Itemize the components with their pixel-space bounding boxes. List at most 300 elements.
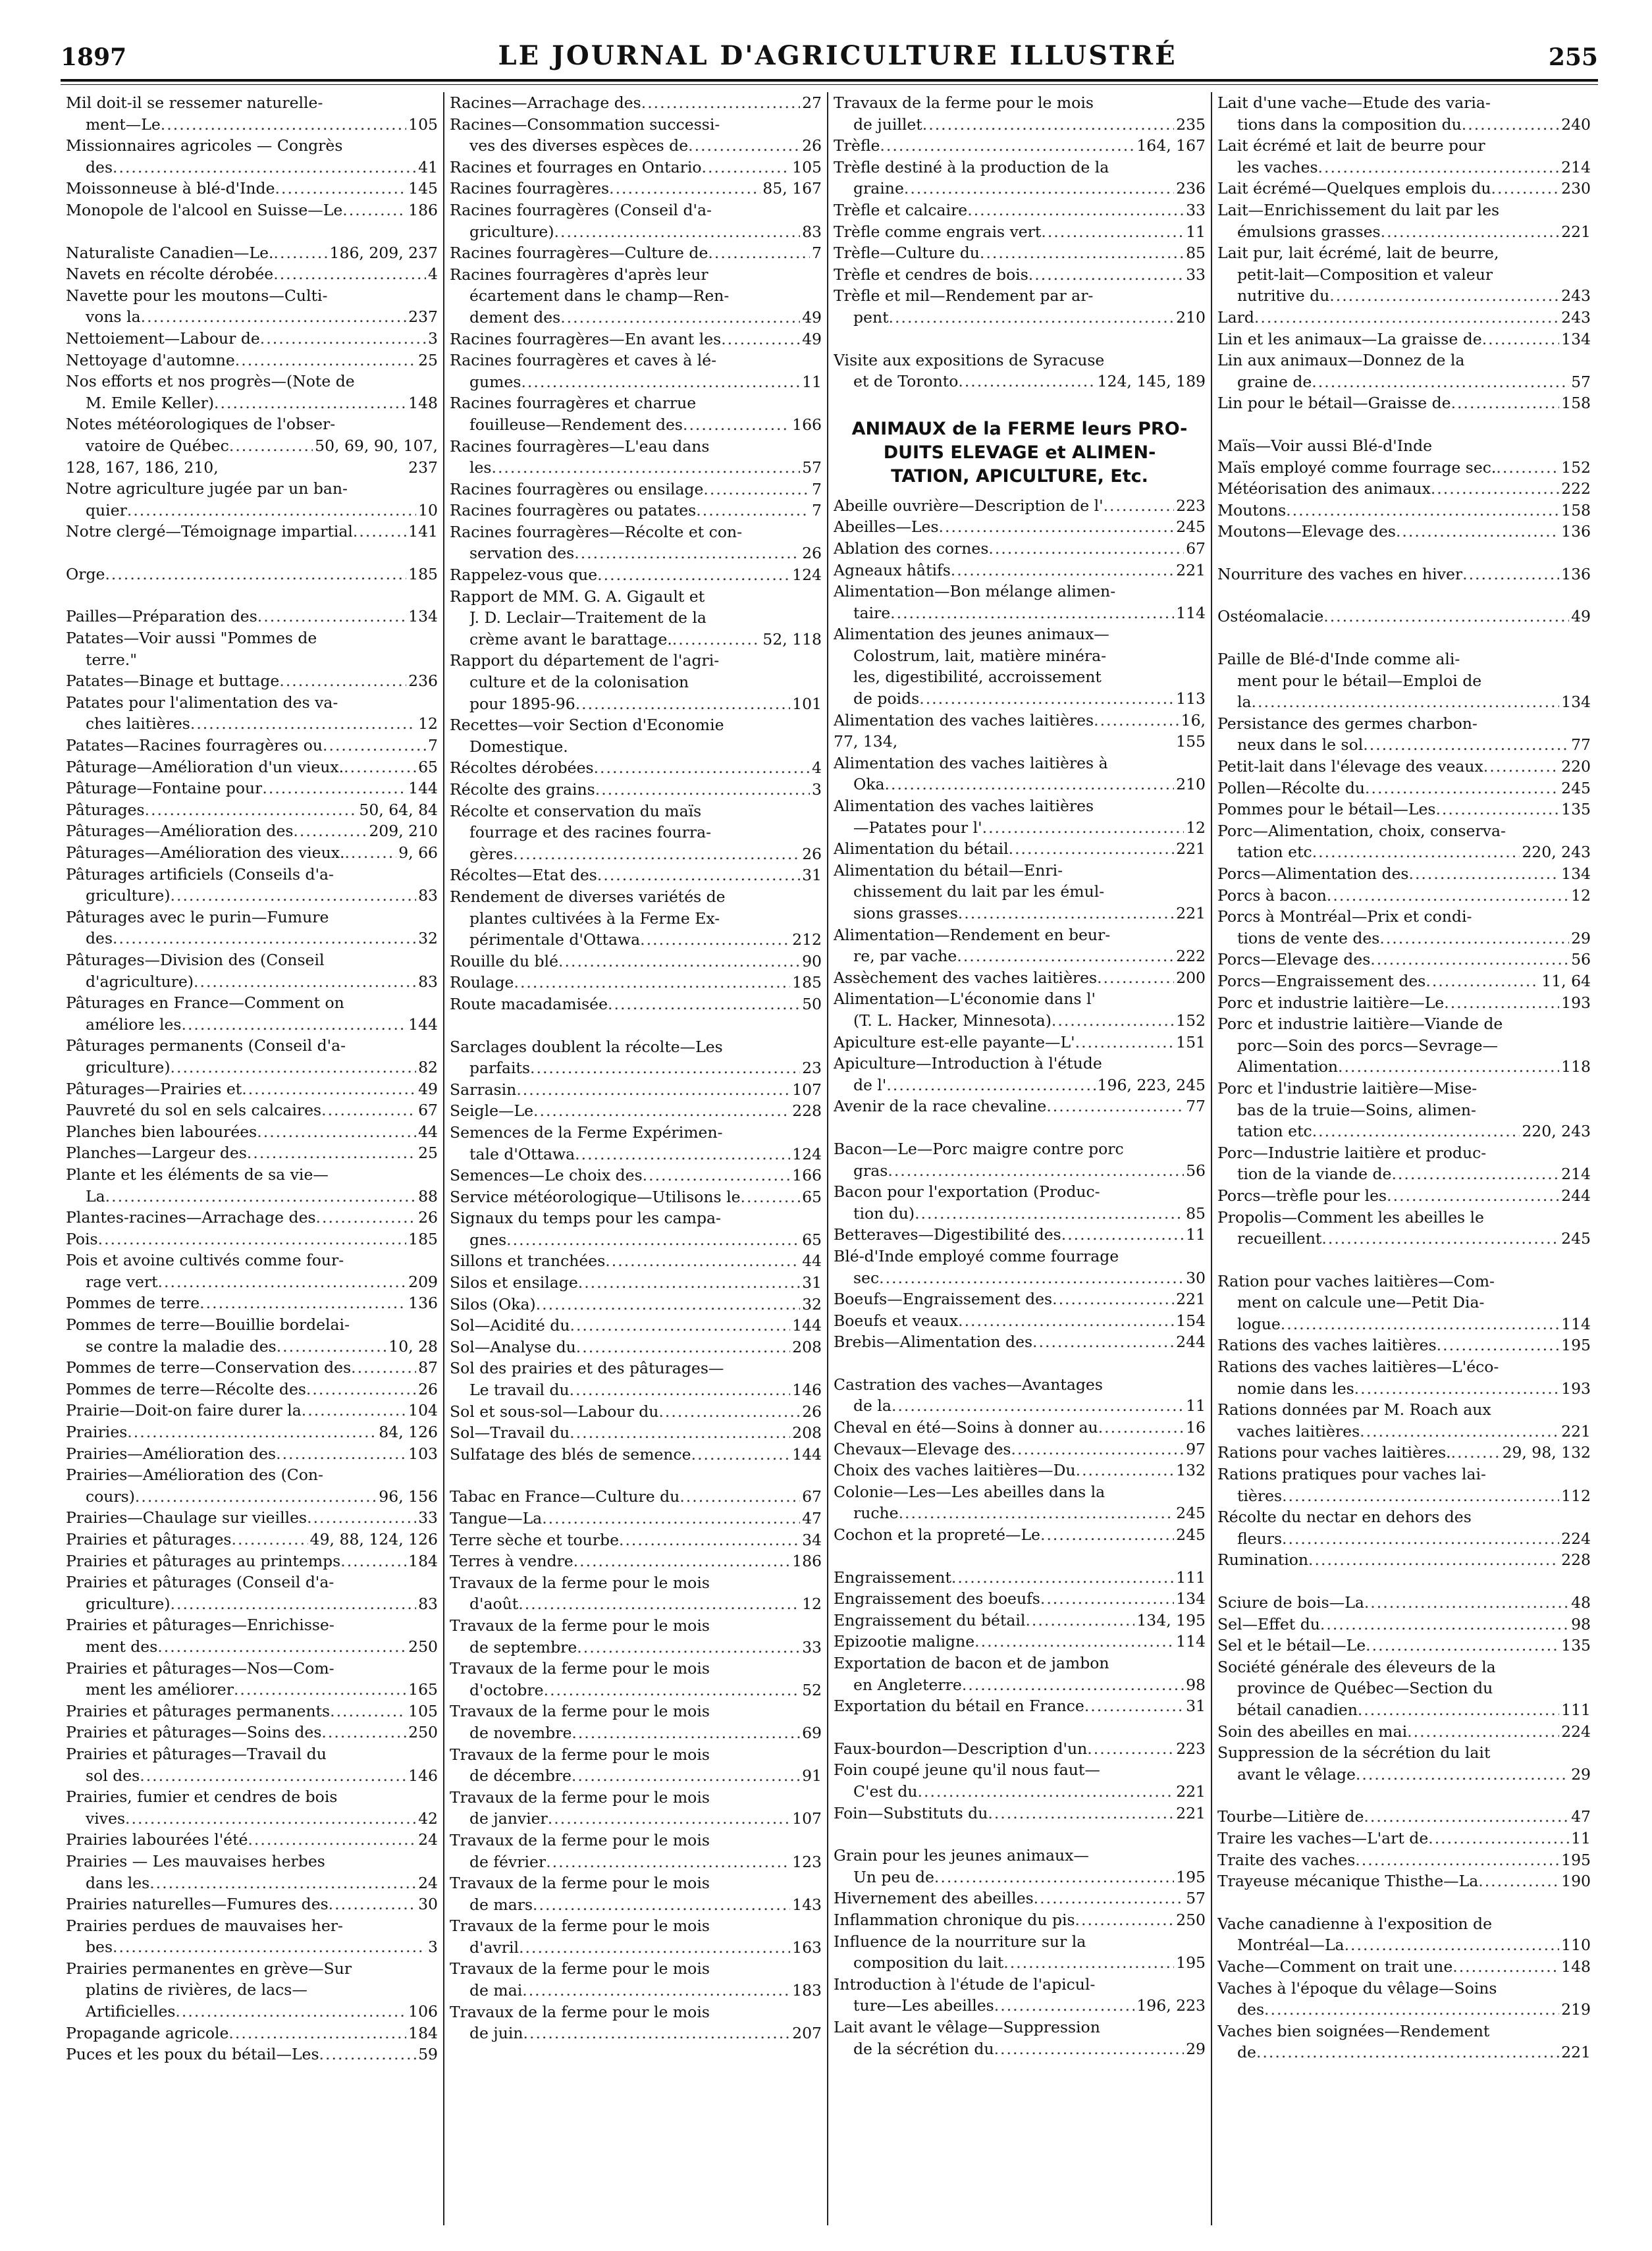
page-reference: 114	[1176, 603, 1206, 622]
index-entry	[834, 1803, 1206, 1824]
page-reference: 250	[408, 1723, 438, 1742]
index-entry	[450, 114, 822, 157]
leader-dots	[934, 1867, 1174, 1888]
leader-dots	[1040, 1524, 1174, 1546]
index-entry	[1217, 970, 1591, 992]
entry-text: griculture)	[86, 1594, 171, 1613]
leader-dots	[342, 199, 406, 221]
entry-text: Vache canadienne à l'exposition de	[1217, 1914, 1492, 1933]
entry-text: Pâturages—Division des (Conseil	[66, 950, 325, 969]
page-reference: 11	[802, 372, 822, 391]
section-heading-line: ANIMAUX de la FERME leurs PRO-	[851, 418, 1188, 439]
page-reference: 77	[1571, 735, 1591, 755]
entry-text: Alimentation—Bon mélange alimen-	[834, 582, 1116, 601]
page-reference: 144	[792, 1316, 822, 1335]
index-entry	[450, 1872, 822, 1915]
entry-text: Prairies permanentes en grève—Sur	[66, 1959, 352, 1978]
leader-dots	[1451, 392, 1560, 414]
entry-text: Sel et le bétail—Le	[1217, 1636, 1366, 1655]
index-entry	[834, 495, 1206, 517]
entry-text: Porc et l'industrie laitière—Mise-	[1217, 1078, 1478, 1098]
page-reference: 11	[1186, 1225, 1206, 1244]
page-reference: 91	[802, 1766, 822, 1786]
page-reference: 29	[1571, 1764, 1591, 1784]
entry-text: Tourbe—Litière de	[1217, 1807, 1364, 1826]
page-reference: 210	[1176, 307, 1206, 327]
entry-text: Porcs—Engraissement des	[1217, 971, 1426, 990]
entry-text: Porcs—trèfle pour les	[1217, 1186, 1387, 1205]
entry-text: Persistance des germes charbon-	[1217, 714, 1478, 733]
page-reference: 33	[802, 1637, 822, 1656]
entry-text: Abeille ouvrière—Description de l'	[834, 496, 1104, 515]
entry-text: nutritive du	[1237, 286, 1330, 305]
index-entry	[66, 778, 438, 799]
leader-dots	[519, 1937, 790, 1959]
entry-text: Prairies et pâturages (Conseil d'a-	[66, 1573, 334, 1592]
page-reference: 245	[1176, 1525, 1206, 1545]
entry-text: ves des diverses espèces de	[469, 136, 689, 155]
leader-dots	[171, 885, 417, 907]
entry-text: fleurs	[1237, 1529, 1283, 1548]
leader-dots	[1428, 1828, 1569, 1849]
entry-text: Ration pour vaches laitières—Com-	[1217, 1271, 1495, 1290]
index-entry	[66, 1207, 438, 1229]
entry-text: ment les améliorer	[86, 1680, 234, 1699]
index-entry	[1217, 500, 1591, 521]
leader-dots	[572, 1765, 800, 1787]
index-entry	[66, 1529, 438, 1550]
index-entry	[1217, 350, 1591, 392]
letter-gap	[834, 1717, 1206, 1738]
entry-text: Racines—Arrachage des	[450, 93, 641, 112]
index-entry	[450, 157, 822, 178]
entry-text: Visite aux expositions de Syracuse	[834, 350, 1105, 369]
entry-text: Pommes de terre—Bouillie bordelai-	[66, 1315, 350, 1335]
letter-gap	[66, 585, 438, 606]
entry-text: Lait—Enrichissement du lait par les	[1217, 200, 1500, 219]
leader-dots	[1264, 1999, 1559, 2021]
index-entry	[834, 157, 1206, 199]
entry-text: Plante et les éléments de sa vie—	[66, 1165, 329, 1184]
page-reference: 184	[408, 2023, 438, 2042]
entry-text: Récolte des grains	[450, 780, 595, 799]
leader-dots	[513, 843, 800, 865]
leader-dots	[161, 114, 406, 136]
page-reference: 33	[418, 1508, 438, 1527]
leader-dots	[257, 1121, 416, 1143]
entry-text: Assèchement des vaches laitières	[834, 968, 1098, 987]
page-reference: 11, 64	[1541, 971, 1591, 990]
index-entry	[834, 285, 1206, 328]
page-reference: 52, 118	[762, 629, 822, 649]
entry-text: Paille de Blé-d'Inde comme ali-	[1217, 650, 1460, 669]
page-reference: 106	[408, 2002, 438, 2021]
entry-text: Notre agriculture jugée par un ban-	[66, 479, 348, 498]
page-reference: 87	[418, 1358, 438, 1377]
entry-text: composition du lait	[853, 1953, 1004, 1973]
index-entry	[450, 1207, 822, 1250]
leader-dots	[1011, 1439, 1185, 1460]
index-entry	[1217, 756, 1591, 778]
leader-dots	[1391, 1163, 1559, 1185]
index-entry	[66, 1915, 438, 1958]
index-entry	[66, 1786, 438, 1829]
leader-dots	[276, 1443, 406, 1465]
entry-text: ment des	[86, 1637, 158, 1656]
page-reference: 47	[1571, 1807, 1591, 1826]
leader-dots	[988, 1803, 1174, 1824]
leader-dots	[558, 951, 800, 972]
leader-dots	[994, 2038, 1185, 2060]
entry-text: Blé-d'Inde employé comme fourrage	[834, 1246, 1119, 1265]
entry-text: Sol et sous-sol—Labour du	[450, 1402, 659, 1421]
leader-dots	[888, 1160, 1184, 1182]
leader-dots	[491, 457, 800, 479]
leader-dots	[171, 1057, 417, 1078]
leader-dots	[279, 670, 406, 692]
index-entry	[834, 924, 1206, 967]
index-entry	[1217, 649, 1591, 713]
page-reference: 26	[802, 136, 822, 155]
index-entry	[834, 1331, 1206, 1353]
entry-text: Prairies et pâturages—Nos—Com-	[66, 1658, 334, 1678]
entry-text: Puces et les poux du bétail—Les	[66, 2045, 319, 2064]
letter-gap	[1217, 414, 1591, 435]
entry-text: Sarrasin	[450, 1080, 517, 1099]
entry-text: Lait écrémé—Quelques emplois du	[1217, 179, 1491, 198]
leader-dots	[214, 392, 406, 414]
leader-dots	[702, 157, 791, 178]
entry-text: améliore les	[86, 1015, 182, 1034]
entry-text: Racines et fourrages en Ontario	[450, 157, 702, 176]
index-entry	[1217, 1978, 1591, 2021]
leader-dots	[113, 1936, 426, 1958]
entry-text: Rapport de MM. G. A. Gigault et	[450, 587, 705, 606]
index-entry	[450, 1830, 822, 1872]
entry-text: Le travail du	[469, 1381, 570, 1400]
leader-dots	[1323, 606, 1569, 627]
page-reference: 10	[418, 500, 438, 519]
index-entry	[66, 820, 438, 842]
entry-text: Cheval en été—Soins à donner au	[834, 1418, 1098, 1437]
entry-text: Pommes de terre—Récolte des	[66, 1379, 306, 1398]
page-reference: 12	[1571, 886, 1591, 905]
index-column-1	[61, 92, 444, 2225]
entry-text: Tangue—La	[450, 1509, 543, 1527]
index-entry	[1217, 885, 1591, 907]
index-entry	[834, 1974, 1206, 2017]
entry-text: Travaux de la ferme pour le mois	[450, 1573, 710, 1592]
index-entry	[450, 1658, 822, 1701]
page-reference: 83	[802, 222, 822, 241]
page-reference: 200	[1176, 968, 1206, 987]
entry-text: Pollen—Récolte du	[1217, 778, 1366, 797]
leader-dots	[1041, 221, 1184, 243]
index-entry	[66, 1829, 438, 1851]
entry-text: Trèfle	[834, 136, 880, 155]
index-entry	[450, 1744, 822, 1787]
leader-dots	[1381, 221, 1560, 243]
page-reference: 166	[792, 415, 822, 434]
entry-text: Récoltes—Etat des	[450, 866, 597, 885]
page-reference	[436, 649, 438, 671]
page-reference: 230	[1561, 179, 1591, 198]
leader-dots	[1256, 2042, 1559, 2063]
index-entry	[66, 799, 438, 821]
entry-text: Pâturages—Amélioration des vieux.	[66, 843, 345, 862]
entry-text: Pâturages avec le purin—Fumure	[66, 907, 329, 926]
index-entry	[66, 521, 438, 543]
leader-dots	[658, 1401, 800, 1423]
page-reference: 152	[1176, 1011, 1206, 1030]
page-reference: 236	[408, 672, 438, 691]
index-entry	[834, 623, 1206, 709]
page-reference: 67	[802, 1487, 822, 1506]
entry-text: de juillet	[853, 115, 922, 134]
entry-text: Vache—Comment on trait une	[1217, 1957, 1453, 1976]
index-entry	[66, 1078, 438, 1100]
leader-dots	[570, 1379, 791, 1401]
page-reference: 57	[1186, 1889, 1206, 1908]
index-entry	[834, 1288, 1206, 1310]
page-reference: 16,	[1181, 710, 1206, 729]
leader-dots	[140, 1765, 406, 1787]
section-heading	[834, 417, 1206, 489]
page-reference: 166	[792, 1166, 822, 1185]
entry-text: écartement dans le champ—Ren-	[469, 286, 730, 305]
index-entry	[66, 1142, 438, 1164]
index-entry	[834, 242, 1206, 264]
entry-text: Maïs employé comme fourrage sec.	[1217, 458, 1497, 477]
index-entry	[66, 564, 438, 585]
page-reference: 195	[1561, 1336, 1591, 1355]
entry-text: Racines fourragères—Culture de	[450, 244, 708, 263]
entry-text: petit-lait—Composition et valeur	[1237, 265, 1493, 284]
index-entry	[834, 1032, 1206, 1053]
leader-dots	[190, 713, 416, 735]
index-entry	[66, 178, 438, 199]
leader-dots	[885, 774, 1175, 795]
index-entry	[834, 1759, 1206, 1802]
entry-text: Rendement de diverses variétés de	[450, 887, 726, 906]
page-reference: 105	[408, 115, 438, 134]
entry-text: Soin des abeilles en mai	[1217, 1722, 1408, 1741]
entry-text: quier	[86, 500, 127, 519]
index-entry	[1217, 1464, 1591, 1506]
page-reference: 134	[1561, 864, 1591, 883]
page-reference: 214	[1561, 157, 1591, 176]
page-reference: 4	[428, 265, 438, 284]
leader-dots	[982, 817, 1184, 839]
page-reference: 245	[1561, 778, 1591, 797]
index-entry	[66, 92, 438, 135]
page-reference: 152	[1561, 458, 1591, 477]
page-reference: 158	[1561, 500, 1591, 519]
entry-text: Trayeuse mécanique Thisthe—La	[1217, 1872, 1479, 1891]
entry-text: Nos efforts et nos progrès—(Note de	[66, 372, 355, 391]
leader-dots	[560, 307, 800, 329]
page-reference: 221	[1561, 1421, 1591, 1441]
index-entry	[66, 735, 438, 756]
entry-text: Trèfle et mil—Rendement par ar-	[834, 286, 1094, 305]
entry-text: cours)	[86, 1487, 135, 1506]
entry-text: Choix des vaches laitières—Du	[834, 1461, 1076, 1480]
entry-text: Rations des vaches laitières—L'éco-	[1217, 1358, 1499, 1377]
index-entry	[834, 1310, 1206, 1332]
index-entry	[450, 757, 822, 779]
leader-dots	[1437, 1335, 1560, 1356]
entry-text: vives	[86, 1809, 126, 1828]
page-reference: 50, 69, 90, 107,	[315, 436, 438, 455]
leader-dots	[1407, 1721, 1559, 1743]
entry-text: gères	[469, 844, 514, 863]
index-entry	[66, 1314, 438, 1357]
leader-dots	[1478, 1870, 1559, 1892]
page-reference: 158	[1561, 394, 1591, 413]
page-reference: 26	[802, 844, 822, 863]
entry-text: Sarclages doublent la récolte—Les	[450, 1037, 723, 1056]
leader-dots	[1025, 1610, 1134, 1631]
page-reference: 41	[418, 157, 438, 176]
entry-text: J. D. Leclair—Traitement de la	[469, 608, 706, 627]
index-entry	[1217, 1442, 1591, 1464]
index-column-4	[1212, 92, 1596, 2225]
entry-text: Travaux de la ferme pour le mois	[450, 1830, 710, 1849]
index-entry	[450, 199, 822, 242]
entry-text: d'avril	[469, 1938, 520, 1957]
entry-text: tières	[1237, 1486, 1283, 1505]
leader-dots	[1345, 1934, 1560, 1956]
page-reference: 207	[792, 2024, 822, 2043]
page-reference: 221	[1176, 560, 1206, 579]
page-reference: 244	[1176, 1333, 1206, 1352]
page-reference: 44	[418, 1122, 438, 1141]
entry-text: ment—Le	[86, 115, 161, 134]
index-entry	[450, 1444, 822, 1466]
page-reference: 49	[1571, 607, 1591, 626]
leader-dots	[344, 756, 416, 778]
page-reference: 105	[792, 157, 822, 176]
entry-text: les	[469, 458, 492, 477]
entry-text: Domestique.	[469, 737, 568, 756]
leader-dots	[260, 328, 426, 350]
page-reference: 23	[802, 1059, 822, 1078]
page-reference: 31	[802, 866, 822, 885]
index-entry	[834, 860, 1206, 924]
leader-dots	[1282, 1528, 1559, 1550]
entry-text: Racines fourragères et caves à lé-	[450, 351, 717, 370]
leader-dots	[306, 1379, 416, 1400]
entry-text: Pommes pour le bétail—Les	[1217, 800, 1436, 819]
index-entry	[450, 1615, 822, 1658]
page-reference: 146	[792, 1381, 822, 1400]
index-entry	[66, 1658, 438, 1701]
leader-dots	[951, 1567, 1174, 1589]
leader-dots	[351, 1357, 416, 1379]
leader-dots	[879, 1267, 1184, 1289]
entry-text: Lait écrémé et lait de beurre pour	[1217, 136, 1485, 155]
page-reference: 183	[792, 1981, 822, 2000]
page-reference: 16	[1186, 1418, 1206, 1437]
leader-dots	[578, 1272, 800, 1294]
index-entry	[1217, 820, 1591, 863]
entry-text: Un peu de	[853, 1867, 934, 1886]
letter-gap	[834, 1353, 1206, 1374]
page-reference: 221	[1176, 904, 1206, 922]
page-reference: 154	[1176, 1311, 1206, 1330]
index-entry	[450, 1508, 822, 1529]
leader-dots	[1358, 1699, 1559, 1721]
page-reference: 250	[1176, 1910, 1206, 1929]
page-reference: 101	[792, 694, 822, 713]
entry-text: Prairies labourées l'été	[66, 1830, 248, 1849]
page-reference: 111	[1561, 1700, 1591, 1719]
entry-text: les, digestibilité, accroissement	[853, 668, 1102, 687]
page-reference: 151	[1176, 1032, 1206, 1051]
index-entry	[66, 756, 438, 778]
entry-text: Rappelez-vous que	[450, 566, 598, 585]
entry-text: dement des	[469, 307, 561, 327]
index-entry	[834, 1053, 1206, 1096]
leader-dots	[641, 92, 800, 114]
entry-text: Sol des prairies et des pâturages—	[450, 1359, 724, 1378]
entry-text: Trèfle destiné à la production de la	[834, 157, 1109, 176]
page-reference: 50	[802, 994, 822, 1013]
page-reference: 50, 64, 84	[359, 800, 438, 819]
index-entry	[66, 371, 438, 413]
leader-dots	[145, 799, 358, 821]
index-entry	[1217, 1956, 1591, 1978]
index-entry	[834, 2017, 1206, 2059]
entry-text: tion du)	[853, 1204, 915, 1223]
entry-text: Prairies—Amélioration des (Con-	[66, 1466, 323, 1485]
index-entry	[66, 1464, 438, 1507]
entry-text: des	[86, 157, 113, 176]
entry-text: Nettoiement—Labour de	[66, 329, 260, 348]
leader-dots	[1312, 841, 1520, 863]
letter-gap	[450, 1465, 822, 1486]
page-reference: 34	[802, 1530, 822, 1549]
index-entry	[450, 1572, 822, 1615]
entry-text: Récolte et conservation du maïs	[450, 801, 702, 820]
letter-gap	[1217, 543, 1591, 564]
entry-text: tions dans la composition du	[1237, 115, 1462, 134]
entry-text: fourrage et des racines fourra-	[469, 823, 712, 842]
index-entry	[66, 1292, 438, 1314]
leader-dots	[194, 971, 416, 993]
page-reference: 107	[792, 1080, 822, 1099]
page-reference: 30	[418, 1895, 438, 1914]
entry-text: porc—Soin des porcs—Sevrage—	[1237, 1036, 1499, 1055]
leader-dots	[1094, 710, 1179, 731]
index-entry	[66, 670, 438, 692]
leader-dots	[1104, 495, 1175, 517]
entry-text: graine	[853, 179, 904, 198]
entry-text: Hivernement des abeilles	[834, 1889, 1034, 1908]
page-reference: 163	[792, 1938, 822, 1957]
entry-text: platins de rivières, de lacs—	[86, 1980, 307, 1999]
leader-dots	[1034, 1888, 1184, 1909]
entry-text: logue	[1237, 1314, 1281, 1333]
entry-text: Porc et industrie laitière—Le	[1217, 993, 1445, 1012]
leader-dots	[570, 1315, 790, 1337]
page-reference: 221	[1176, 1290, 1206, 1309]
index-entry	[1217, 799, 1591, 820]
entry-text: Grain pour les jeunes animaux—	[834, 1846, 1089, 1865]
entry-text: Patates pour l'alimentation des va-	[66, 693, 338, 712]
index-entry	[66, 285, 438, 328]
page-reference: 26	[418, 1379, 438, 1398]
